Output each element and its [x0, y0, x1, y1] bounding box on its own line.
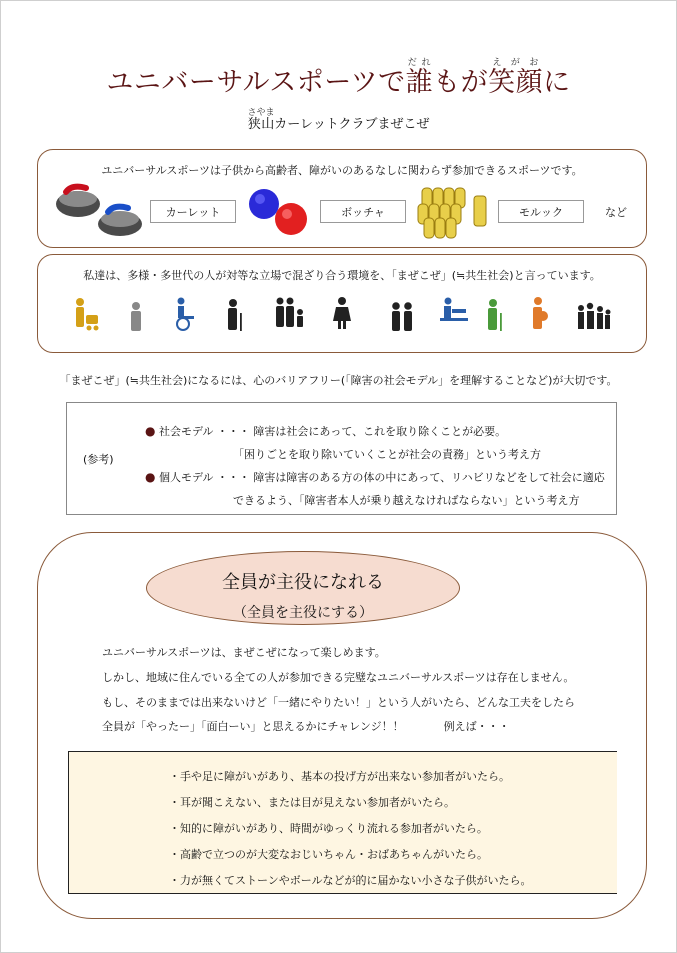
mazekoze-box [37, 254, 647, 353]
reference-box [66, 402, 617, 515]
example-cases-box [68, 751, 617, 894]
reference-label: (参考) [83, 453, 114, 466]
elderly-with-cane-icon [228, 299, 242, 331]
paragraph-1: ユニバーサルスポーツは、まぜこぜになって楽しめます。 [102, 646, 386, 659]
social-model-heading: ● 社会モデル ・・・ 障害は社会にあって、これを取り除くことが必要。 [145, 424, 507, 438]
baby-changing-icon [440, 298, 468, 322]
headline: 全員が主役になれる [222, 572, 384, 593]
page-title: ユニバーサルスポーツで誰だれもが笑顔えがおに [106, 58, 571, 98]
barrier-free-text: 「まぜこぜ」(≒共生社会)になるには、心のバリアフリー(「障害の社会モデル」を理解することなど)が大切です。 [59, 374, 618, 387]
woman-icon [333, 297, 351, 329]
wheelchair-icon [177, 298, 194, 331]
subheadline: （全員を主役にする） [233, 605, 373, 621]
case-item: ・力が無くてストーンやボールなどが的に届かない小さな子供がいたら。 [169, 874, 532, 887]
paragraph-4: 全員が「やったー」「面白ーい」と思えるかにチャレンジ！！ 例えば・・・ [102, 720, 510, 733]
family-icon [276, 298, 303, 328]
main-message-box [37, 532, 647, 919]
etcetera-text: など [605, 206, 627, 219]
person-icon [131, 302, 141, 331]
for-example-text: 例えば・・・ [443, 720, 510, 733]
curlet-label: カーレット [150, 200, 236, 223]
parent-with-stroller-icon [76, 298, 99, 331]
social-model-description: 「困りごとを取り除いていくことが社会の責務」という考え方 [233, 448, 541, 461]
bullet-icon: ● [145, 424, 156, 438]
case-item: ・高齢で立つのが大変なおじいちゃん・おばあちゃんがいたら。 [169, 848, 488, 861]
bullet-icon: ● [145, 470, 156, 484]
headline-ellipse [146, 551, 460, 625]
case-item: ・手や足に障がいがあり、基本の投げ方が出来ない参加者がいたら。 [169, 770, 510, 783]
individual-model-heading: ● 個人モデル ・・・ 障害は障害のある方の体の中にあって、リハビリなどをして社会に適応 [145, 470, 605, 484]
boccia-balls-icon [243, 185, 313, 237]
diverse-people-icons [72, 297, 612, 333]
molkky-pins-icon [416, 182, 496, 240]
paragraph-3: もし、そのままでは出来ないけど「一緒にやりたい！」という人がいたら、どんな工夫をしたら [102, 696, 575, 709]
individual-model-description: できるよう、「障害者本人が乗り越えなければならない」という考え方 [233, 494, 580, 507]
pregnant-woman-icon [533, 297, 548, 329]
club-name: 狭山さやまカーレットクラブまぜこぜ [247, 108, 430, 132]
elderly-walking-icon [488, 299, 502, 331]
molkky-label: モルック [498, 200, 584, 223]
paragraph-2: しかし、地域に住んでいる全ての人が参加できる完璧なユニバーサルスポーツは存在しません。 [102, 671, 575, 684]
sports-intro-box [37, 149, 647, 248]
boccia-label: ボッチャ [320, 200, 406, 223]
sports-intro-text: ユニバーサルスポーツは子供から高齢者、障がいのあるなしに関わらず参加できるスポーツです。 [101, 164, 583, 177]
case-item: ・知的に障がいがあり、時間がゆっくり流れる参加者がいたら。 [169, 822, 488, 835]
mazekoze-text: 私達は、多様・多世代の人が対等な立場で混ざり合う環境を、「まぜこぜ」(≒共生社会)と言っています。 [83, 269, 601, 282]
couple-icon [392, 302, 412, 331]
group-family-icon [578, 303, 611, 329]
curling-stones-icon [52, 182, 152, 238]
case-item: ・耳が聞こえない、または目が見えない参加者がいたら。 [169, 796, 455, 809]
